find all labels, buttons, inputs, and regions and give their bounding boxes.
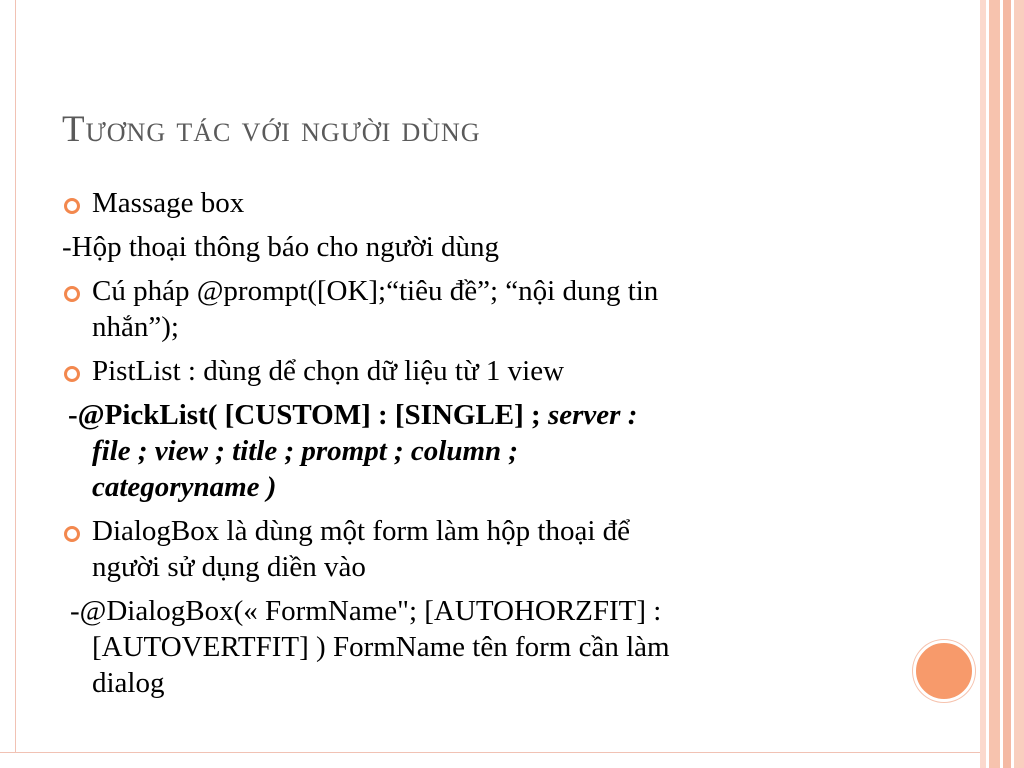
bullet-circle-icon xyxy=(64,526,80,542)
bullet-text: Massage box xyxy=(92,187,245,219)
code-line xyxy=(62,397,862,505)
code-italic-text: categoryname ) xyxy=(92,471,277,503)
decor-stripe xyxy=(989,0,1000,768)
bullet-item xyxy=(62,185,862,221)
bullet-text: nhắn”); xyxy=(92,311,179,343)
bullet-item xyxy=(62,273,862,345)
code-text: [AUTOVERTFIT] ) FormName tên form cần làm xyxy=(92,631,670,663)
code-italic-text: server : xyxy=(547,399,638,431)
bullet-text: DialogBox là dùng một form làm hộp thoại để xyxy=(92,515,631,547)
slide-content xyxy=(62,183,862,701)
bullet-item xyxy=(62,513,862,585)
decor-circle xyxy=(913,640,975,702)
code-italic-text: file ; view ; title ; prompt ; column ; xyxy=(92,435,519,467)
slide-left-border xyxy=(0,0,16,768)
slide-bottom-border xyxy=(0,752,980,768)
code-text: dialog xyxy=(92,667,165,699)
bullet-circle-icon xyxy=(64,198,80,214)
text: -Hộp thoại thông báo cho người dùng xyxy=(62,231,499,263)
code-text: -@PickList( [CUSTOM] : [SINGLE] ; xyxy=(68,399,548,431)
code-line xyxy=(62,593,862,701)
text-line xyxy=(62,229,862,265)
bullet-text: Cú pháp @prompt([OK];“tiêu đề”; “nội dung tin xyxy=(92,275,659,307)
bullet-item xyxy=(62,353,862,389)
bullet-circle-icon xyxy=(64,286,80,302)
bullet-text: PistList : dùng dể chọn dữ liệu từ 1 view xyxy=(92,355,565,387)
decor-stripe xyxy=(1014,0,1024,768)
bullet-circle-icon xyxy=(64,366,80,382)
code-text: -@DialogBox(« FormName"; [AUTOHORZFIT] : xyxy=(70,595,662,627)
decor-stripe xyxy=(1003,0,1011,768)
bullet-text: người sử dụng diền vào xyxy=(92,551,366,583)
slide-title: Tương tác với người dùng xyxy=(62,109,481,150)
